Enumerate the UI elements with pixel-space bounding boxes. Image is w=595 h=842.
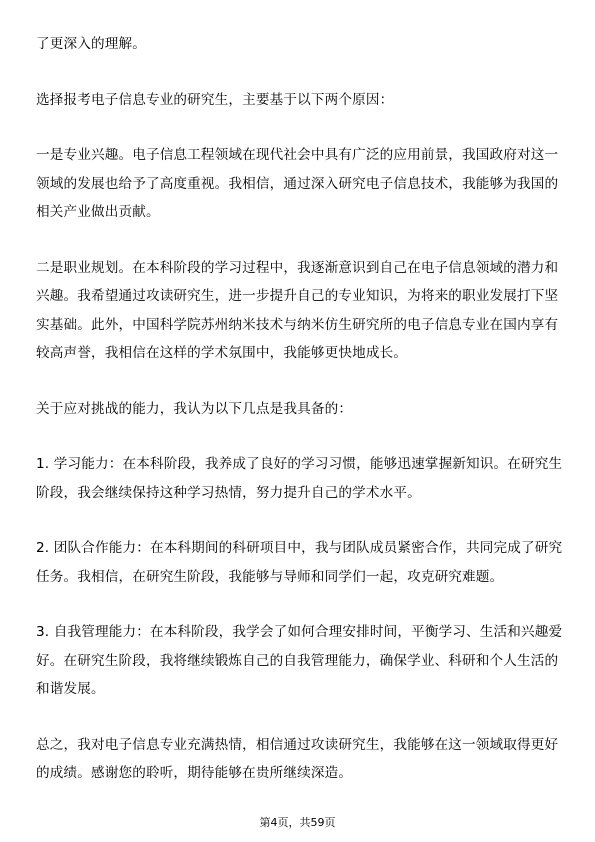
paragraph-gap (36, 368, 564, 395)
paragraph-learning-ability: 1. 学习能力：在本科阶段，我养成了良好的学习习惯，能够迅速掌握新知识。在研究生阶段，我会继续保持这种学习热情，努力提升自己的学术水平。 (36, 456, 563, 501)
paragraph-continuation: 了更深入的理解。 (36, 36, 146, 52)
paragraph-gap (36, 591, 564, 618)
paragraph-career: 二是职业规划。在本科阶段的学习过程中，我逐渐意识到自己在电子信息领域的潜力和兴趣。我希望通过攻读研究生，进一步提升自己的专业知识，为将来的职业发展打下坚实基础。此外，中国科学院苏州纳米技术与纳米仿生研究所的电子信息专业在国内享有较高声誉，我相信在这样的学术氛围中，我能够更快地成长。 (36, 259, 559, 361)
paragraph-teamwork-ability: 2. 团队合作能力：在本科期间的科研项目中，我与团队成员紧密合作，共同完成了研究任务。我相信，在研究生阶段，我能够与导师和同学们一起，攻克研究难题。 (36, 540, 563, 585)
paragraph-reasons-intro: 选择报考电子信息专业的研究生，主要基于以下两个原因： (36, 91, 394, 108)
page-number-footer: 第4页，共59页 (259, 816, 336, 829)
paragraph-abilities-intro: 关于应对挑战的能力，我认为以下几点是我具备的： (36, 400, 353, 417)
paragraph-interest: 一是专业兴趣。电子信息工程领域在现代社会中具有广泛的应用前景，我国政府对这一领域的发展也给予了高度重视。我相信，通过深入研究电子信息技术，我能够为我国的相关产业做出贡献。 (36, 147, 559, 220)
paragraph-gap (36, 59, 564, 86)
document-body (36, 30, 564, 788)
paragraph-self-management: 3. 自我管理能力：在本科阶段，我学会了如何合理安排时间，平衡学习、生活和兴趣爱好。在研究生阶段，我将继续锻炼自己的自我管理能力，确保学业、科研和个人生活的和谐发展。 (36, 624, 563, 697)
paragraph-gap (36, 114, 564, 141)
paragraph-conclusion: 总之，我对电子信息专业充满热情，相信通过攻读研究生，我能够在这一领域取得更好的成绩。感谢您的聆听，期待能够在贵所继续深造。 (36, 736, 559, 781)
paragraph-gap (36, 227, 564, 254)
paragraph-gap (36, 704, 564, 731)
paragraph-gap (36, 507, 564, 534)
paragraph-gap (36, 423, 564, 450)
